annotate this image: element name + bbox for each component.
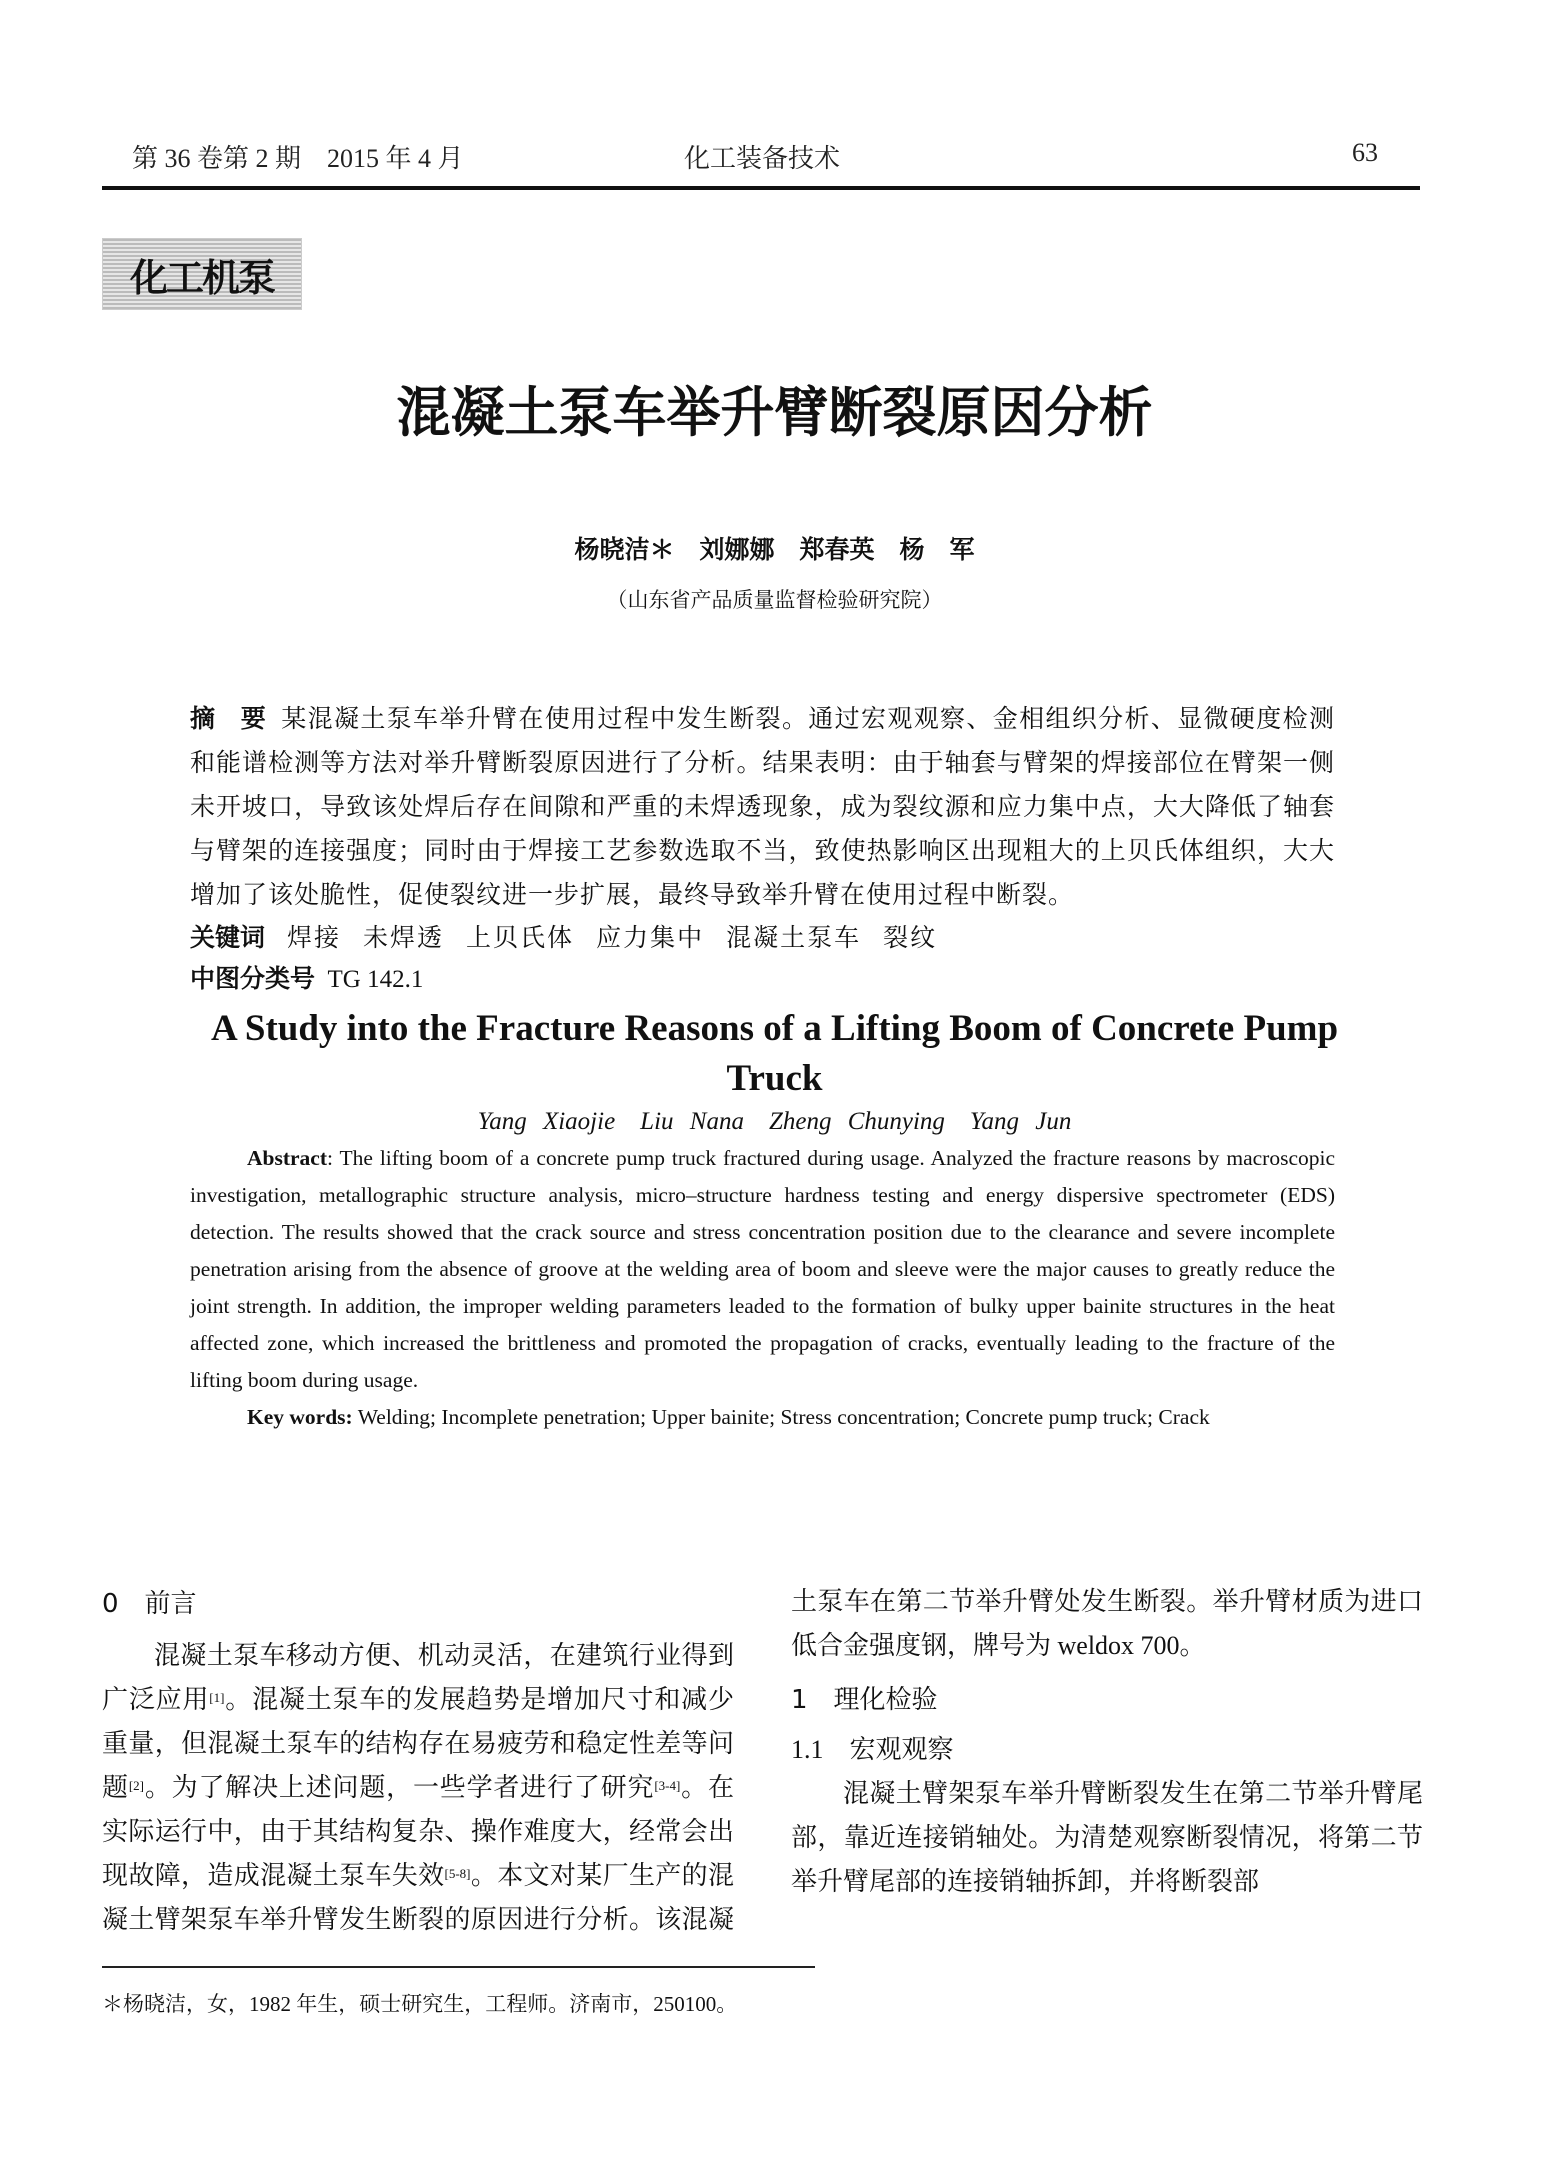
header-page-number: 63 [1352, 138, 1378, 167]
body-columns [102, 1580, 1423, 1958]
citation: [3-4] [654, 1778, 681, 1793]
front-matter [190, 697, 1339, 1436]
keywords-en-label: Key words: [247, 1405, 353, 1429]
paper-title: 混凝土泵车举升臂断裂原因分析 [396, 381, 1153, 444]
keywords-en [190, 1399, 1335, 1436]
abstract-en-text: The lifting boom of a concrete pump truck fractured during usage. Analyzed the fracture reasons by macroscopic investigation, metallographic structure analysis, micro–structure hardness testing and energy dispersive spectrometer (EDS) detection. The results showed that the crack source and stress concentration position due to the clearance and severe incomplete penetration arising from the absence of groove at the welding area of boom and sleeve were the major causes to greatly reduce the joint strength. In addition, the improper welding parameters leaded to the formation of bulky upper bainite structures in the heat affected zone, which increased the brittleness and promoted the propagation of cracks, eventually leading to the fracture of the lifting boom during usage. [190, 1146, 1336, 1392]
title-en-text: A Study into the Fracture Reasons of a Lifting Boom of Concrete Pump Truck [210, 1008, 1339, 1099]
keyword: 未焊透 [363, 925, 445, 952]
keyword: 应力集中 [596, 925, 705, 952]
keywords-cn [190, 918, 1335, 959]
citation: [5-8] [444, 1866, 471, 1881]
abstract-cn [190, 697, 1335, 918]
section-heading-1: 1 理化检验 [791, 1685, 938, 1715]
subsection-heading-1-1: 1.1 宏观观察 [791, 1735, 954, 1764]
keyword: 上贝氏体 [466, 925, 575, 952]
abstract-en: Abstract: The lifting boom of a concrete pump truck fractured during usage. Analyzed the fracture reasons by macroscopic investigation, metallographic structure analysis, micro–structure hardness testing and energy dispersive spectrometer (EDS) detection. The results showed that the crack source and stress concentration position due to the clearance and severe incomplete penetration arising from the absence of groove at the welding area of boom and sleeve were the major causes to greatly reduce the joint strength. In addition, the improper welding parameters leaded to the formation of bulky upper bainite structures in the heat affected zone, which increased the brittleness and promoted the propagation of cracks, eventually leading to the fracture of the lifting boom during usage. [190, 1146, 1336, 1392]
keyword: 裂纹 [883, 925, 938, 952]
paper-title-en [0, 1004, 1549, 1104]
keywords-cn-label: 关键词 [190, 923, 266, 952]
footnote: ＊杨晓洁，女，1982 年生，硕士研究生，工程师。济南市，250100。 [102, 1992, 738, 2016]
abstract-cn-label: 摘 要 [190, 704, 267, 733]
header-journal: 化工装备技术 [684, 144, 841, 173]
intro-paragraph: 混凝土泵车移动方便、机动灵活，在建筑行业得到广泛应用[1]。混凝土泵车的发展趋势是增加尺寸和减少重量，但混凝土泵车的结构存在易疲劳和稳定性差等问题[2]。为了解决上述问题，一些学者进行了研究[3-4]。在实际运行中，由于其结构复杂、操作难度大，经常会出现故障，造成混凝土泵车失效[5-8]。本文对某厂生产的混凝土臂架泵车举升臂发生断裂的原因进行分析。该混凝土泵车在第二节举升臂处发生断裂。举升臂材质为进口低合金强度钢，牌号为 weldox 700。 [102, 1587, 1423, 1934]
authors-en: Yang Xiaojie Liu Nana Zheng Chunying Yang Jun [477, 1108, 1072, 1135]
keyword: 焊接 [287, 925, 342, 952]
citation: [2] [128, 1778, 144, 1793]
authors: 杨晓洁＊ 刘娜娜 郑春英 杨 军 [574, 535, 975, 564]
header-issue: 第 36 卷第 2 期 2015 年 4 月 [132, 144, 464, 173]
section-tag: 化工机泵 [102, 238, 302, 310]
abstract-cn-text: 某混凝土泵车举升臂在使用过程中发生断裂。通过宏观观察、金相组织分析、显微硬度检测和能谱检测等方法对举升臂断裂原因进行了分析。结果表明：由于轴套与臂架的焊接部位在臂架一侧未开坡口，导致该处焊后存在间隙和严重的未焊透现象，成为裂纹源和应力集中点，大大降低了轴套与臂架的连接强度；同时由于焊接工艺参数选取不当，致使热影响区出现粗大的上贝氏体组织，大大增加了该处脆性，促使裂纹进一步扩展，最终导致举升臂在使用过程中断裂。 [190, 706, 1335, 909]
footnote-rule [102, 1966, 815, 1968]
clc-number [190, 959, 1335, 1000]
affiliation: （山东省产品质量监督检验研究院） [606, 588, 943, 612]
citation: [1] [209, 1690, 225, 1705]
section-heading-0: 0 前言 [102, 1589, 197, 1619]
abstract-en-label: Abstract [247, 1146, 328, 1170]
keywords-en-text: Welding; Incomplete penetration; Upper bainite; Stress concentration; Concrete pump truck; Crack [357, 1405, 1210, 1429]
keyword: 混凝土泵车 [726, 925, 862, 952]
clc-label: 中图分类号 [190, 964, 316, 993]
paragraph: 混凝土臂架泵车举升臂断裂发生在第二节举升臂尾部，靠近连接销轴处。为清楚观察断裂情况，将第二节举升臂尾部的连接销轴拆卸，并将断裂部 [791, 1779, 1423, 1896]
header-rule [102, 186, 1420, 190]
clc-value: TG 142.1 [327, 966, 424, 993]
